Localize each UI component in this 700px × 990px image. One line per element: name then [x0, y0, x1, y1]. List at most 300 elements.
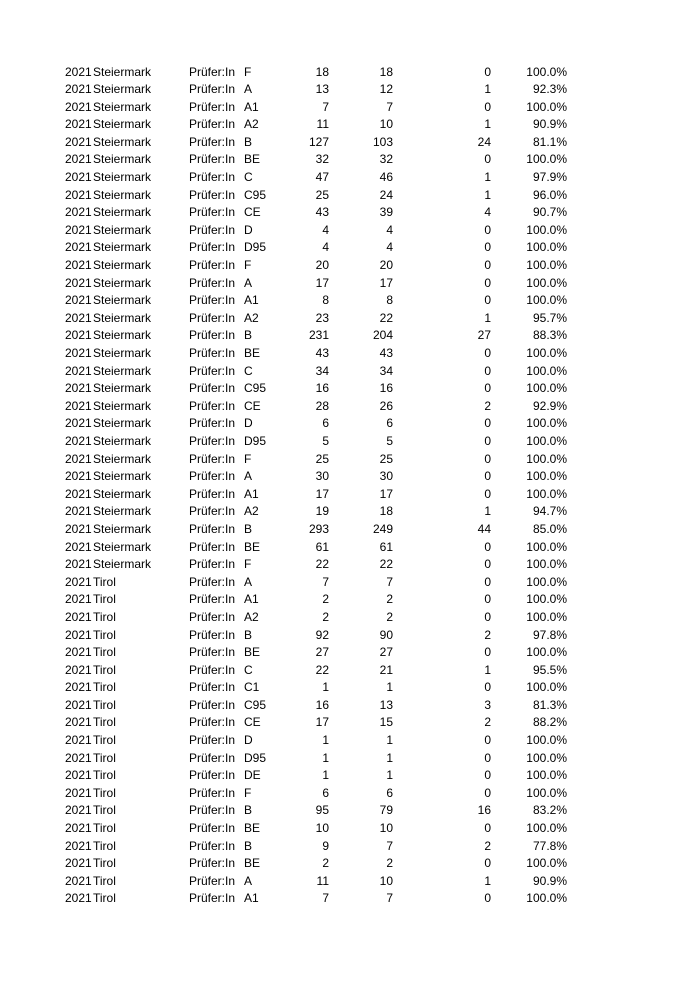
region-cell: Steiermark — [93, 258, 152, 273]
year-cell: 2021 — [65, 785, 92, 800]
pass-rate-cell: 97.8% — [532, 627, 567, 642]
pass-rate-cell: 95.7% — [532, 310, 567, 325]
examiner-role-cell: Prüfer:In — [189, 433, 236, 448]
year-cell: 2021 — [65, 346, 92, 360]
failed-count-cell: 2 — [484, 838, 491, 853]
total-count-cell: 9 — [322, 838, 329, 853]
table-row — [0, 134, 700, 152]
examiner-role-cell: Prüfer:In — [189, 750, 236, 765]
passed-count-cell: 27 — [379, 645, 393, 660]
pass-rate-cell: 100.0% — [526, 486, 567, 501]
failed-count-cell: 0 — [484, 592, 491, 607]
failed-count-cell: 1 — [484, 82, 491, 97]
year-cell: 2021 — [65, 574, 92, 589]
pass-rate-cell: 100.0% — [526, 768, 567, 783]
table-row — [0, 574, 700, 592]
year-cell: 2021 — [65, 205, 92, 220]
region-cell: Steiermark — [93, 222, 152, 237]
region-cell: Tirol — [93, 680, 116, 695]
passed-count-cell: 46 — [379, 170, 393, 185]
table-row — [0, 609, 700, 627]
license-class-cell: C — [244, 662, 253, 677]
examiner-role-cell: Prüfer:In — [189, 64, 236, 79]
license-class-cell: CE — [244, 715, 261, 730]
total-count-cell: 16 — [315, 697, 329, 712]
pass-rate-cell: 81.1% — [532, 134, 567, 149]
table-row — [0, 363, 700, 381]
pass-rate-cell: 100.0% — [526, 346, 567, 360]
failed-count-cell: 0 — [484, 750, 491, 765]
total-count-cell: 11 — [316, 873, 329, 888]
table-row — [0, 503, 700, 521]
total-count-cell: 95 — [315, 803, 329, 818]
table-row — [0, 187, 700, 205]
table-row — [0, 556, 700, 574]
failed-count-cell: 0 — [484, 609, 491, 624]
failed-count-cell: 0 — [484, 557, 491, 572]
passed-count-cell: 2 — [386, 856, 393, 871]
year-cell: 2021 — [65, 469, 92, 484]
table-row — [0, 64, 700, 82]
total-count-cell: 8 — [322, 293, 329, 308]
region-cell: Steiermark — [93, 152, 152, 167]
license-class-cell: F — [244, 64, 252, 79]
table-row — [0, 838, 700, 856]
failed-count-cell: 0 — [484, 574, 491, 589]
license-class-cell: A — [244, 469, 253, 484]
passed-count-cell: 13 — [379, 697, 393, 712]
failed-count-cell: 0 — [484, 222, 491, 237]
region-cell: Tirol — [93, 609, 116, 624]
examiner-role-cell: Prüfer:In — [189, 451, 236, 466]
total-count-cell: 11 — [316, 117, 329, 132]
examiner-role-cell: Prüfer:In — [189, 662, 236, 677]
total-count-cell: 32 — [315, 152, 329, 167]
license-class-cell: A2 — [244, 609, 259, 624]
year-cell: 2021 — [65, 117, 92, 132]
passed-count-cell: 1 — [386, 750, 393, 765]
license-class-cell: C — [244, 363, 253, 378]
pass-rate-cell: 100.0% — [526, 645, 567, 660]
pass-rate-cell: 100.0% — [526, 240, 567, 255]
examiner-role-cell: Prüfer:In — [189, 486, 236, 501]
region-cell: Steiermark — [93, 293, 152, 308]
license-class-cell: B — [244, 838, 253, 853]
year-cell: 2021 — [65, 750, 92, 765]
pass-rate-cell: 100.0% — [526, 381, 567, 396]
license-class-cell: D — [244, 416, 253, 431]
examiner-role-cell: Prüfer:In — [189, 557, 236, 572]
total-count-cell: 22 — [315, 557, 329, 572]
examiner-role-cell: Prüfer:In — [189, 469, 236, 484]
passed-count-cell: 17 — [379, 486, 393, 501]
table-row — [0, 415, 700, 433]
pass-rate-cell: 92.3% — [532, 82, 567, 97]
year-cell: 2021 — [65, 662, 92, 677]
failed-count-cell: 44 — [477, 521, 491, 536]
region-cell: Steiermark — [93, 328, 152, 343]
year-cell: 2021 — [65, 627, 92, 642]
total-count-cell: 92 — [315, 627, 329, 642]
year-cell: 2021 — [65, 697, 92, 712]
passed-count-cell: 34 — [379, 363, 393, 378]
license-class-cell: D — [244, 733, 253, 748]
license-class-cell: A2 — [244, 117, 259, 132]
total-count-cell: 13 — [315, 82, 329, 97]
table-row — [0, 767, 700, 785]
pass-rate-cell: 100.0% — [526, 539, 567, 554]
failed-count-cell: 0 — [484, 433, 491, 448]
table-row — [0, 679, 700, 697]
pass-rate-cell: 100.0% — [526, 433, 567, 448]
failed-count-cell: 1 — [484, 187, 491, 202]
pass-rate-cell: 100.0% — [526, 293, 567, 308]
passed-count-cell: 1 — [386, 733, 393, 748]
year-cell: 2021 — [65, 99, 92, 114]
failed-count-cell: 0 — [484, 645, 491, 660]
region-cell: Steiermark — [93, 557, 152, 572]
passed-count-cell: 79 — [379, 803, 393, 818]
failed-count-cell: 2 — [484, 715, 491, 730]
license-class-cell: D95 — [244, 750, 267, 765]
license-class-cell: F — [244, 557, 252, 572]
region-cell: Steiermark — [93, 240, 152, 255]
failed-count-cell: 0 — [484, 539, 491, 554]
table-row — [0, 151, 700, 169]
license-class-cell: A — [244, 82, 253, 97]
examiner-role-cell: Prüfer:In — [189, 275, 236, 290]
license-class-cell: BE — [244, 346, 261, 360]
region-cell: Tirol — [93, 697, 116, 712]
region-cell: Tirol — [93, 768, 116, 783]
region-cell: Steiermark — [93, 521, 152, 536]
examiner-role-cell: Prüfer:In — [189, 416, 236, 431]
failed-count-cell: 1 — [484, 504, 491, 519]
examiner-role-cell: Prüfer:In — [189, 821, 236, 836]
table-row — [0, 345, 700, 363]
total-count-cell: 6 — [322, 416, 329, 431]
failed-count-cell: 0 — [484, 768, 491, 783]
examiner-role-cell: Prüfer:In — [189, 592, 236, 607]
passed-count-cell: 12 — [379, 82, 393, 97]
passed-count-cell: 39 — [379, 205, 393, 220]
pass-rate-cell: 100.0% — [526, 750, 567, 765]
passed-count-cell: 6 — [386, 785, 393, 800]
pass-rate-cell: 100.0% — [526, 64, 567, 79]
license-class-cell: F — [244, 258, 252, 273]
pass-rate-cell: 94.7% — [532, 504, 567, 519]
pass-rate-cell: 100.0% — [526, 680, 567, 695]
examiner-role-cell: Prüfer:In — [189, 328, 236, 343]
pass-rate-cell: 100.0% — [526, 557, 567, 572]
year-cell: 2021 — [65, 152, 92, 167]
failed-count-cell: 0 — [484, 381, 491, 396]
total-count-cell: 1 — [322, 680, 329, 695]
examiner-role-cell: Prüfer:In — [189, 733, 236, 748]
passed-count-cell: 6 — [386, 416, 393, 431]
passed-count-cell: 1 — [386, 680, 393, 695]
passed-count-cell: 25 — [379, 451, 393, 466]
examiner-role-cell: Prüfer:In — [189, 856, 236, 871]
license-class-cell: F — [244, 785, 252, 800]
passed-count-cell: 20 — [379, 258, 393, 273]
table-row — [0, 873, 700, 891]
passed-count-cell: 32 — [379, 152, 393, 167]
total-count-cell: 10 — [315, 821, 329, 836]
license-class-cell: B — [244, 627, 253, 642]
region-cell: Steiermark — [93, 363, 152, 378]
examiner-role-cell: Prüfer:In — [189, 697, 236, 712]
table-row — [0, 99, 700, 117]
table-row — [0, 732, 700, 750]
failed-count-cell: 1 — [484, 310, 491, 325]
license-class-cell: A — [244, 873, 253, 888]
region-cell: Steiermark — [93, 275, 152, 290]
table-row — [0, 521, 700, 539]
year-cell: 2021 — [65, 328, 92, 343]
examiner-role-cell: Prüfer:In — [189, 170, 236, 185]
total-count-cell: 22 — [315, 662, 329, 677]
table-row — [0, 116, 700, 134]
pass-rate-cell: 88.3% — [532, 328, 567, 343]
total-count-cell: 23 — [315, 310, 329, 325]
region-cell: Tirol — [93, 750, 116, 765]
table-row — [0, 627, 700, 645]
failed-count-cell: 4 — [484, 205, 491, 220]
license-class-cell: A — [244, 574, 253, 589]
passed-count-cell: 7 — [386, 574, 393, 589]
examiner-role-cell: Prüfer:In — [189, 398, 236, 413]
table-row — [0, 257, 700, 275]
year-cell: 2021 — [65, 838, 92, 853]
region-cell: Steiermark — [93, 134, 152, 149]
pass-rate-cell: 100.0% — [526, 222, 567, 237]
total-count-cell: 7 — [322, 99, 329, 114]
year-cell: 2021 — [65, 486, 92, 501]
pass-rate-cell: 100.0% — [526, 856, 567, 871]
license-class-cell: D95 — [244, 433, 267, 448]
license-class-cell: A1 — [244, 99, 259, 114]
pass-rate-cell: 100.0% — [526, 363, 567, 378]
failed-count-cell: 0 — [484, 293, 491, 308]
region-cell: Tirol — [93, 785, 116, 800]
failed-count-cell: 3 — [484, 697, 491, 712]
examiner-role-cell: Prüfer:In — [189, 205, 236, 220]
year-cell: 2021 — [65, 504, 92, 519]
year-cell: 2021 — [65, 293, 92, 308]
license-class-cell: DE — [244, 768, 261, 783]
total-count-cell: 1 — [322, 768, 329, 783]
total-count-cell: 20 — [315, 258, 329, 273]
region-cell: Tirol — [93, 891, 116, 906]
failed-count-cell: 0 — [484, 486, 491, 501]
passed-count-cell: 21 — [379, 662, 393, 677]
examiner-role-cell: Prüfer:In — [189, 99, 236, 114]
region-cell: Tirol — [93, 856, 116, 871]
pass-rate-cell: 96.0% — [532, 187, 567, 202]
table-row — [0, 855, 700, 873]
region-cell: Steiermark — [93, 451, 152, 466]
table-row — [0, 820, 700, 838]
table-row — [0, 398, 700, 416]
license-class-cell: C95 — [244, 187, 267, 202]
region-cell: Steiermark — [93, 64, 152, 79]
pass-rate-cell: 100.0% — [526, 574, 567, 589]
total-count-cell: 6 — [322, 785, 329, 800]
year-cell: 2021 — [65, 310, 92, 325]
examiner-role-cell: Prüfer:In — [189, 346, 236, 360]
region-cell: Steiermark — [93, 433, 152, 448]
examiner-role-cell: Prüfer:In — [189, 258, 236, 273]
passed-count-cell: 10 — [379, 117, 393, 132]
examiner-role-cell: Prüfer:In — [189, 539, 236, 554]
passed-count-cell: 26 — [379, 398, 393, 413]
region-cell: Tirol — [93, 873, 116, 888]
table-row — [0, 204, 700, 222]
passed-count-cell: 17 — [379, 275, 393, 290]
failed-count-cell: 0 — [484, 152, 491, 167]
table-row — [0, 714, 700, 732]
region-cell: Steiermark — [93, 82, 152, 97]
total-count-cell: 17 — [315, 486, 329, 501]
passed-count-cell: 10 — [379, 873, 393, 888]
examiner-role-cell: Prüfer:In — [189, 222, 236, 237]
region-cell: Tirol — [93, 627, 116, 642]
license-class-cell: BE — [244, 539, 261, 554]
examiner-role-cell: Prüfer:In — [189, 363, 236, 378]
total-count-cell: 25 — [315, 187, 329, 202]
region-cell: Steiermark — [93, 170, 152, 185]
table-row — [0, 275, 700, 293]
year-cell: 2021 — [65, 592, 92, 607]
license-class-cell: C95 — [244, 381, 267, 396]
year-cell: 2021 — [65, 873, 92, 888]
year-cell: 2021 — [65, 275, 92, 290]
pass-rate-cell: 100.0% — [526, 592, 567, 607]
failed-count-cell: 0 — [484, 451, 491, 466]
region-cell: Steiermark — [93, 310, 152, 325]
pass-rate-cell: 90.7% — [532, 205, 567, 220]
examiner-role-cell: Prüfer:In — [189, 381, 236, 396]
failed-count-cell: 1 — [484, 117, 491, 132]
license-class-cell: A — [244, 275, 253, 290]
examiner-role-cell: Prüfer:In — [189, 891, 236, 906]
passed-count-cell: 15 — [379, 715, 393, 730]
region-cell: Steiermark — [93, 398, 152, 413]
year-cell: 2021 — [65, 715, 92, 730]
region-cell: Tirol — [93, 592, 116, 607]
total-count-cell: 25 — [315, 451, 329, 466]
passed-count-cell: 5 — [386, 433, 393, 448]
failed-count-cell: 0 — [484, 240, 491, 255]
examiner-role-cell: Prüfer:In — [189, 873, 236, 888]
table-row — [0, 380, 700, 398]
region-cell: Tirol — [93, 803, 116, 818]
pass-rate-cell: 77.8% — [532, 838, 567, 853]
year-cell: 2021 — [65, 733, 92, 748]
license-class-cell: CE — [244, 205, 261, 220]
year-cell: 2021 — [65, 381, 92, 396]
examiner-role-cell: Prüfer:In — [189, 504, 236, 519]
year-cell: 2021 — [65, 557, 92, 572]
spreadsheet-table — [0, 64, 700, 909]
region-cell: Tirol — [93, 733, 116, 748]
total-count-cell: 2 — [322, 609, 329, 624]
passed-count-cell: 2 — [386, 592, 393, 607]
pass-rate-cell: 81.3% — [532, 697, 567, 712]
passed-count-cell: 90 — [379, 627, 393, 642]
examiner-role-cell: Prüfer:In — [189, 838, 236, 853]
examiner-role-cell: Prüfer:In — [189, 152, 236, 167]
license-class-cell: C — [244, 170, 253, 185]
failed-count-cell: 0 — [484, 469, 491, 484]
region-cell: Steiermark — [93, 486, 152, 501]
year-cell: 2021 — [65, 258, 92, 273]
year-cell: 2021 — [65, 609, 92, 624]
year-cell: 2021 — [65, 222, 92, 237]
region-cell: Tirol — [93, 645, 116, 660]
year-cell: 2021 — [65, 803, 92, 818]
table-row — [0, 433, 700, 451]
license-class-cell: B — [244, 134, 253, 149]
total-count-cell: 43 — [315, 205, 329, 220]
passed-count-cell: 24 — [379, 187, 393, 202]
failed-count-cell: 1 — [484, 873, 491, 888]
passed-count-cell: 249 — [372, 521, 393, 536]
examiner-role-cell: Prüfer:In — [189, 609, 236, 624]
examiner-role-cell: Prüfer:In — [189, 645, 236, 660]
license-class-cell: BE — [244, 856, 261, 871]
region-cell: Steiermark — [93, 469, 152, 484]
pass-rate-cell: 100.0% — [526, 733, 567, 748]
failed-count-cell: 1 — [484, 170, 491, 185]
examiner-role-cell: Prüfer:In — [189, 293, 236, 308]
year-cell: 2021 — [65, 398, 92, 413]
table-row — [0, 81, 700, 99]
total-count-cell: 61 — [315, 539, 329, 554]
table-row — [0, 468, 700, 486]
year-cell: 2021 — [65, 821, 92, 836]
year-cell: 2021 — [65, 680, 92, 695]
failed-count-cell: 2 — [484, 398, 491, 413]
license-class-cell: A1 — [244, 486, 259, 501]
failed-count-cell: 0 — [484, 99, 491, 114]
year-cell: 2021 — [65, 82, 92, 97]
examiner-role-cell: Prüfer:In — [189, 240, 236, 255]
examiner-role-cell: Prüfer:In — [189, 117, 236, 132]
region-cell: Tirol — [93, 715, 116, 730]
year-cell: 2021 — [65, 856, 92, 871]
examiner-role-cell: Prüfer:In — [189, 768, 236, 783]
failed-count-cell: 0 — [484, 821, 491, 836]
total-count-cell: 4 — [322, 240, 329, 255]
table-row — [0, 486, 700, 504]
license-class-cell: BE — [244, 645, 261, 660]
failed-count-cell: 0 — [484, 416, 491, 431]
examiner-role-cell: Prüfer:In — [189, 680, 236, 695]
license-class-cell: C1 — [244, 680, 260, 695]
region-cell: Tirol — [93, 662, 116, 677]
total-count-cell: 28 — [315, 398, 329, 413]
passed-count-cell: 18 — [379, 64, 393, 79]
table-row — [0, 292, 700, 310]
total-count-cell: 7 — [322, 891, 329, 906]
total-count-cell: 30 — [315, 469, 329, 484]
total-count-cell: 16 — [315, 381, 329, 396]
license-class-cell: D — [244, 222, 253, 237]
region-cell: Steiermark — [93, 539, 152, 554]
pass-rate-cell: 95.5% — [532, 662, 567, 677]
